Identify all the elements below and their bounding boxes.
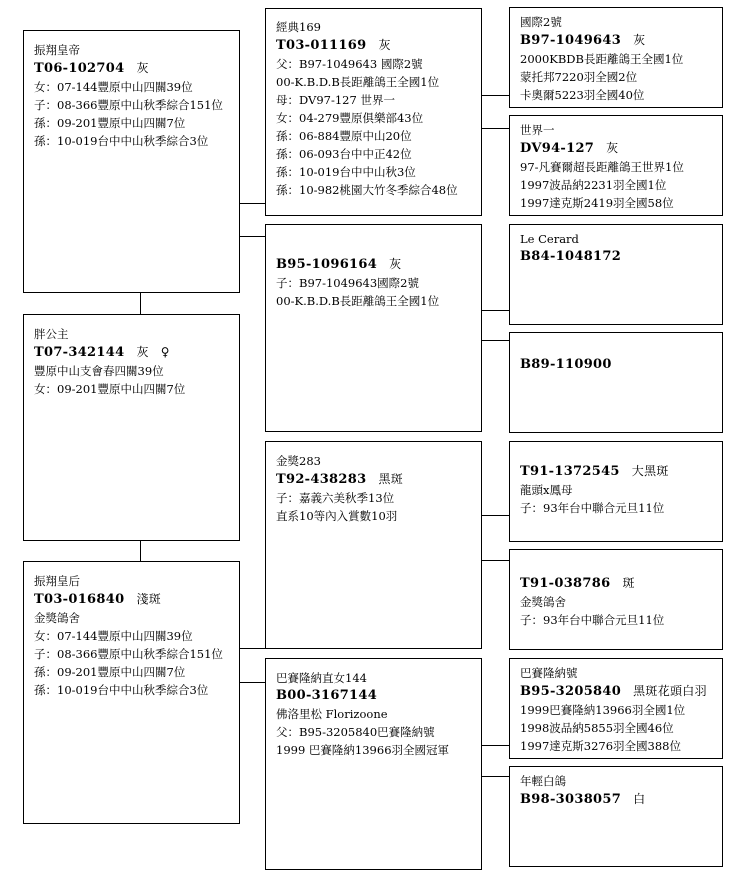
connector-line: [239, 648, 265, 649]
record-line: 母：DV97-127 世界一: [276, 93, 395, 107]
record-line: 孫：10-019台中中山秋季綜合3位: [34, 134, 209, 148]
pigeon-name: 巴賽隆納直女144: [276, 671, 367, 685]
ring-number: B95-1096164 灰: [276, 257, 402, 272]
record-line: 女：04-279豐原俱樂部43位: [276, 111, 424, 125]
pigeon-card-g3-4: [509, 332, 723, 433]
connector-line: [481, 745, 509, 746]
color-label: 黑斑花頭白羽: [633, 684, 707, 698]
pigeon-card-paternal-granddam: [265, 224, 482, 432]
pigeon-card-g3-8: [509, 766, 723, 867]
pigeon-card-g3-5: [509, 441, 723, 542]
record-line: 子：93年台中聯合元旦11位: [520, 501, 665, 515]
record-line: 1999巴賽隆納13966羽全國1位: [520, 703, 686, 717]
connector-line: [239, 236, 265, 237]
ring-number: T91-1372545 大黑斑: [520, 464, 669, 479]
record-line: 1997波品納2231羽全國1位: [520, 178, 667, 192]
record-line: 女：09-201豐原中山四關7位: [34, 382, 186, 396]
connector-line: [481, 560, 509, 561]
record-line: 龍頭x鳳母: [520, 483, 573, 497]
color-label: 淺斑: [136, 592, 162, 606]
color-label: 灰: [378, 38, 391, 52]
record-line: 卡奧爾5223羽全國40位: [520, 88, 645, 102]
pigeon-card-g3-1: [509, 7, 723, 108]
record-line: 子：嘉義六美秋季13位: [276, 491, 395, 505]
pigeon-card-g3-7: [509, 658, 723, 759]
pigeon-card-g3-3: [509, 224, 723, 325]
ring-number: DV94-127 灰: [520, 141, 619, 156]
record-line: 1998波品納5855羽全國46位: [520, 721, 674, 735]
record-line: 女：07-144豐原中山四關39位: [34, 629, 193, 643]
pigeon-card-self: [23, 314, 240, 541]
connector-line: [481, 95, 509, 96]
color-label: 灰: [389, 257, 402, 271]
pigeon-card-g3-6: [509, 549, 723, 650]
pigeon-name: 胖公主: [34, 327, 69, 341]
pigeon-name: 金獎283: [276, 454, 321, 468]
connector-line: [140, 292, 141, 315]
record-line: 00-K.B.D.B長距離鴿王全國1位: [276, 75, 440, 89]
record-line: 00-K.B.D.B長距離鴿王全國1位: [276, 294, 440, 308]
record-line: 金獎鴿舍: [520, 595, 566, 609]
record-line: 97-凡賽爾超長距離鴿王世界1位: [520, 160, 684, 174]
connector-line: [481, 776, 509, 777]
record-line: 1997達克斯3276羽全國388位: [520, 739, 681, 753]
record-line: 女：07-144豐原中山四關39位: [34, 80, 193, 94]
pigeon-name: 年輕白鴿: [520, 774, 566, 788]
color-label: 白: [633, 792, 646, 806]
pigeon-name: 振翔皇帝: [34, 43, 80, 57]
color-label: 灰: [136, 345, 149, 359]
color-label: 大黑斑: [631, 464, 669, 478]
record-line: 直系10等內入賞數10羽: [276, 509, 398, 523]
connector-line: [239, 682, 265, 683]
pigeon-card-paternal-grandsire: [265, 8, 482, 216]
color-label: 黑斑: [378, 472, 404, 486]
ring-number: B00-3167144: [276, 688, 378, 703]
sex-symbol: ♀: [160, 345, 170, 359]
connector-line: [481, 128, 509, 129]
pigeon-name: 國際2號: [520, 15, 562, 29]
ring-number: T91-038786 斑: [520, 576, 635, 591]
record-line: 蒙托邦7220羽全國2位: [520, 70, 638, 84]
record-line: 子：08-366豐原中山秋季綜合151位: [34, 647, 223, 661]
ring-number: T03-011169 灰: [276, 38, 391, 53]
color-label: 斑: [622, 576, 635, 590]
connector-line: [140, 540, 141, 562]
ring-number: T06-102704 灰: [34, 61, 149, 76]
record-line: 子：B97-1049643國際2號: [276, 276, 420, 290]
record-line: 佛洛里松 Florizoone: [276, 707, 388, 721]
pigeon-name: 振翔皇后: [34, 574, 80, 588]
record-line: 1999 巴賽隆納13966羽全國冠軍: [276, 743, 450, 757]
color-label: 灰: [136, 61, 149, 75]
ring-number: T03-016840 淺斑: [34, 592, 162, 607]
record-line: 孫：09-201豐原中山四關7位: [34, 665, 186, 679]
record-line: 孫：10-019台中中山秋3位: [276, 165, 416, 179]
color-label: 灰: [633, 33, 646, 47]
record-line: 金獎鴿舍: [34, 611, 80, 625]
record-line: 父：B97-1049643 國際2號: [276, 57, 423, 71]
connector-line: [239, 203, 265, 204]
pigeon-name: Le Cerard: [520, 232, 579, 246]
connector-line: [481, 310, 509, 311]
pigeon-name: 世界一: [520, 123, 555, 137]
record-line: 子：08-366豐原中山秋季綜合151位: [34, 98, 223, 112]
pigeon-card-sire: [23, 30, 240, 293]
pigeon-name: 經典169: [276, 20, 321, 34]
color-label: 灰: [606, 141, 619, 155]
ring-number: T07-342144 灰 ♀: [34, 345, 170, 360]
pigeon-card-maternal-granddam: [265, 658, 482, 870]
record-line: 父：B95-3205840巴賽隆納號: [276, 725, 435, 739]
record-line: 1997達克斯2419羽全國58位: [520, 196, 674, 210]
ring-number: B97-1049643 灰: [520, 33, 646, 48]
pigeon-card-g3-2: [509, 115, 723, 216]
record-line: 孫：10-982桃園大竹冬季綜合48位: [276, 183, 458, 197]
ring-number: B95-3205840 黑斑花頭白羽: [520, 684, 707, 699]
ring-number: B84-1048172: [520, 249, 622, 264]
pigeon-card-maternal-grandsire: [265, 441, 482, 649]
connector-line: [481, 515, 509, 516]
record-line: 孫：10-019台中中山秋季綜合3位: [34, 683, 209, 697]
record-line: 孫：09-201豐原中山四關7位: [34, 116, 186, 130]
record-line: 子：93年台中聯合元旦11位: [520, 613, 665, 627]
record-line: 豐原中山支會春四關39位: [34, 364, 164, 378]
record-line: 孫：06-093台中中正42位: [276, 147, 412, 161]
record-line: 2000KBDB長距離鴿王全國1位: [520, 52, 684, 66]
pigeon-card-dam: [23, 561, 240, 824]
ring-number: B89-110900: [520, 357, 612, 372]
record-line: 孫：06-884豐原中山20位: [276, 129, 412, 143]
ring-number: B98-3038057 白: [520, 792, 646, 807]
pigeon-name: 巴賽隆納號: [520, 666, 578, 680]
ring-number: T92-438283 黑斑: [276, 472, 404, 487]
connector-line: [481, 340, 509, 341]
